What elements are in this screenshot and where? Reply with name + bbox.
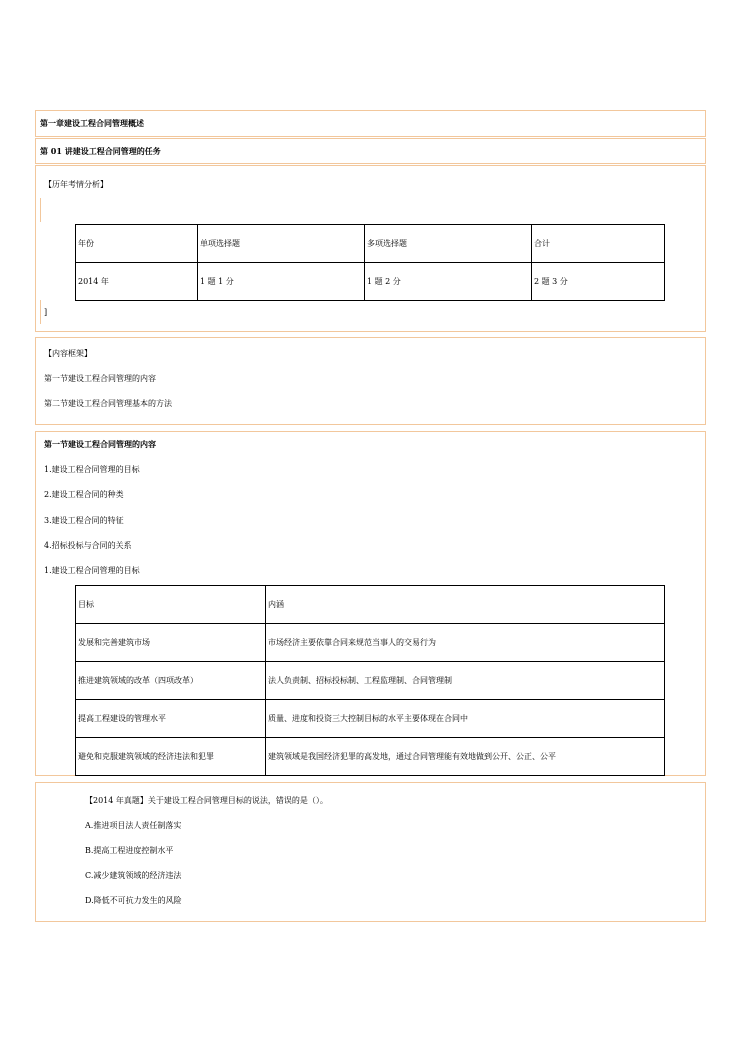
- table-cell: 质量、进度和投资三大控制目标的水平主要体现在合同中: [266, 700, 665, 738]
- question-option: D.降低不可抗力发生的风险: [85, 896, 182, 905]
- table-cell: 2 题 3 分: [532, 263, 665, 301]
- table-cell: 1 题 1 分: [198, 263, 365, 301]
- content-framework-label: 【内容框架】: [44, 349, 92, 358]
- table-cell: 1 题 2 分: [365, 263, 532, 301]
- section1-item: 4.招标投标与合同的关系: [44, 541, 132, 550]
- exam-stats-table: [75, 224, 665, 301]
- table-cell: 发展和完善建筑市场: [76, 624, 266, 662]
- header-cell: 年份: [76, 225, 198, 263]
- table-cell: 推进建筑领域的改革（四项改革）: [76, 662, 266, 700]
- lecture-title: 第 01 讲建设工程合同管理的任务: [40, 146, 161, 156]
- table-cell: 2014 年: [76, 263, 198, 301]
- exam-analysis-label: 【历年考情分析】: [44, 180, 108, 189]
- section1-item: 3.建设工程合同的特征: [44, 516, 124, 525]
- framework-item: 第二节建设工程合同管理基本的方法: [44, 399, 172, 408]
- header-cell: 目标: [76, 586, 266, 624]
- question-stem: 【2014 年真题】关于建设工程合同管理目标的说法，错误的是（）。: [85, 796, 328, 805]
- framework-item: 第一节建设工程合同管理的内容: [44, 374, 156, 383]
- section1-subheading: 1.建设工程合同管理的目标: [44, 566, 140, 575]
- table-cell: 提高工程建设的管理水平: [76, 700, 266, 738]
- question-option: C.减少建筑领域的经济违法: [85, 871, 182, 880]
- header-cell: 多项选择题: [365, 225, 532, 263]
- table-cell: 建筑领域是我国经济犯罪的高发地，通过合同管理能有效地做到公开、公正、公平: [266, 738, 665, 776]
- left-margin-line: [40, 300, 41, 324]
- table-cell: 避免和克服建筑领域的经济违法和犯罪: [76, 738, 266, 776]
- table-cell: 市场经济主要依靠合同来规范当事人的交易行为: [266, 624, 665, 662]
- section1-item: 2.建设工程合同的种类: [44, 490, 124, 499]
- section1-heading: 第一节建设工程合同管理的内容: [44, 439, 156, 449]
- header-cell: 单项选择题: [198, 225, 365, 263]
- trailing-mark: ]: [44, 308, 48, 317]
- header-cell: 内涵: [266, 586, 665, 624]
- section1-item: 1.建设工程合同管理的目标: [44, 465, 140, 474]
- chapter-title: 第一章建设工程合同管理概述: [40, 118, 144, 128]
- goals-table: [75, 585, 665, 776]
- header-cell: 合计: [532, 225, 665, 263]
- table-cell: 法人负责制、招标投标制、工程监理制、合同管理制: [266, 662, 665, 700]
- left-margin-line: [40, 198, 41, 222]
- question-option: A.推进项目法人责任制落实: [85, 821, 182, 830]
- question-option: B.提高工程进度控制水平: [85, 846, 174, 855]
